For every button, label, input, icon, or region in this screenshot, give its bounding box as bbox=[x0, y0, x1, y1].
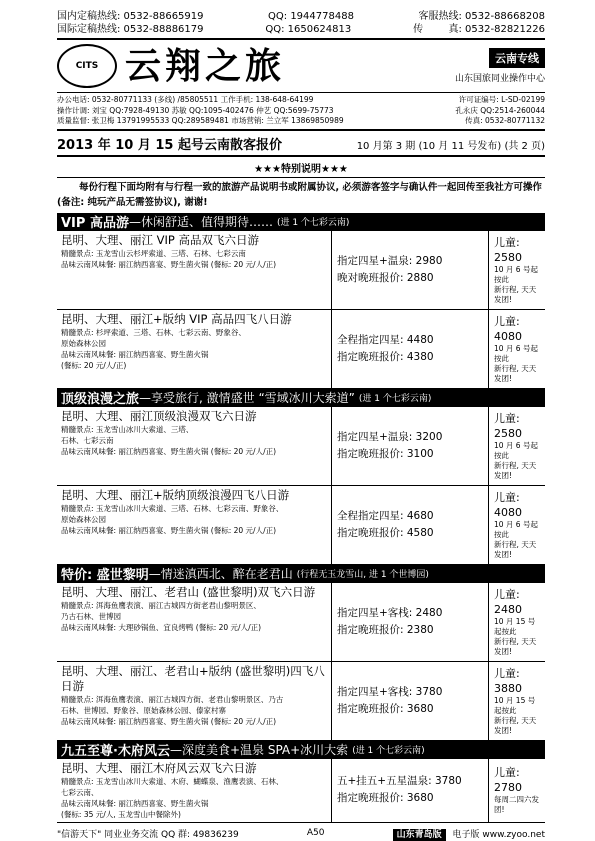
edition-site: 电子版 www.zyoo.net bbox=[452, 829, 545, 840]
child-note: 10 月 6 号起按此 bbox=[494, 343, 538, 363]
domestic-hotline: 国内定稿热线: 0532-88665919 bbox=[57, 11, 204, 22]
price-line: 指定晚班报价: 3100 bbox=[337, 447, 434, 460]
price-line: 全程指定四星: 4680 bbox=[337, 509, 434, 522]
section-title: 特价: 盛世黎明 bbox=[61, 568, 149, 583]
product-details bbox=[61, 600, 327, 633]
product-prices bbox=[332, 759, 489, 822]
price-line: 指定四星+温泉: 3200 bbox=[337, 430, 443, 443]
footer-qq-group: "信游天下" 同业业务交流 QQ 群: 49836239 bbox=[57, 829, 239, 840]
product-row bbox=[57, 486, 545, 565]
price-line: 指定四星+客栈: 3780 bbox=[337, 685, 443, 698]
section-header bbox=[57, 213, 545, 231]
price-line: 指定晚班报价: 3680 bbox=[337, 702, 434, 715]
section-title: 九五至尊·木府风云 bbox=[61, 744, 170, 759]
detail-line: 品味云南风味餐: 丽江纳西喜宴、野生菌火锅 bbox=[61, 349, 209, 359]
child-price-block bbox=[489, 486, 545, 564]
price-line: 晚对晚班报价: 2880 bbox=[337, 271, 434, 284]
product-details bbox=[61, 776, 327, 820]
child-note: 10 月 6 号起按此 bbox=[494, 519, 538, 539]
contact-line: 办公电话: 0532-80771133 (多线) /85805511 工作手机: 138-648-64199 bbox=[57, 95, 314, 104]
product-prices bbox=[332, 310, 489, 388]
child-note: 新行程, 天天发团! bbox=[494, 715, 537, 735]
section-subnote: (进 1 个七彩云南) bbox=[276, 218, 350, 229]
intl-qq: QQ: 1650624813 bbox=[265, 24, 352, 35]
domestic-qq: QQ: 1944778488 bbox=[268, 11, 354, 22]
detail-line: 品味云南风味餐: 丽江纳西喜宴、野生菌火锅 (餐标: 20 元/人/正) bbox=[61, 525, 277, 535]
child-price-block bbox=[489, 407, 545, 485]
child-price: 儿童: 4080 bbox=[494, 314, 522, 343]
intl-hotline: 国际定稿热线: 0532-88886179 bbox=[57, 24, 204, 35]
section-slogan: —深度美食+温泉 SPA+冰川大索 bbox=[169, 743, 349, 758]
contact-line-right: 传真: 0532-80771132 bbox=[465, 116, 545, 126]
price-line: 指定四星+客栈: 2480 bbox=[337, 606, 443, 619]
child-note: 10 月 6 号起按此 bbox=[494, 440, 538, 460]
detail-line: (餐标: 35 元/人, 玉龙雪山中餐除外) bbox=[61, 809, 181, 819]
page-count: (共 2 页) bbox=[504, 140, 545, 152]
detail-line: 品味云南风味餐: 丽江纳西喜宴、野生菌火锅 (餐标: 20 元/人/正) bbox=[61, 446, 277, 456]
price-title-bar bbox=[57, 131, 545, 157]
page-number: A50 bbox=[306, 828, 325, 839]
section-subnote: (进 1 个七彩云南) bbox=[352, 746, 425, 757]
issue-label: 10 月第 3 期 (10 月 11 号发布) bbox=[356, 140, 502, 152]
region-badge: 云南专线 bbox=[489, 48, 545, 68]
detail-line: 品味云南风味餐: 丽江纳西喜宴、野生菌火锅 (餐标: 20 元/人/正) bbox=[61, 259, 277, 269]
detail-line: 精髓景点: 洱海鱼鹰表演、丽江古城四方街老君山黎明景区、 bbox=[61, 600, 261, 610]
cits-logo: CITS bbox=[57, 44, 117, 88]
page-title: 2013 年 10 月 15 起号云南散客报价 bbox=[57, 137, 282, 153]
detail-line: 原始森林公园 bbox=[61, 514, 106, 524]
product-row bbox=[57, 759, 545, 823]
product-name: 昆明、大理、丽江、老君山+版纳 (盛世黎明)四飞八日游 bbox=[61, 663, 325, 693]
service-hotline: 客服热线: 0532-88668208 bbox=[418, 11, 545, 22]
product-info bbox=[57, 407, 332, 485]
detail-line: 石林、七彩云南 bbox=[61, 435, 114, 445]
contact-line: 操作计调: 刘宝 QQ:7928-49130 苏敏 QQ:1095-402476 仲艺 QQ:5699-75773 bbox=[57, 105, 334, 115]
child-note: 新行程, 天天发团! bbox=[494, 539, 537, 559]
detail-line: 品味云南风味餐: 丽江纳西喜宴、野生菌火锅 bbox=[61, 798, 209, 808]
product-info bbox=[57, 662, 332, 740]
product-prices bbox=[332, 662, 489, 740]
detail-line: 精髓景点: 玉龙雪山云杉坪索道、三塔、石林、七彩云南 bbox=[61, 248, 246, 258]
product-row bbox=[57, 583, 545, 662]
child-price: 儿童: 2580 bbox=[494, 235, 522, 264]
detail-line: 精髓景点: 洱海鱼鹰表演、丽江古城四方街、老君山黎明景区、乃古 bbox=[61, 694, 284, 704]
product-details bbox=[61, 424, 327, 457]
edition-badge: 山东青岛版 bbox=[393, 829, 446, 841]
contact-line-right: 许可证编号: L-SD-02199 bbox=[458, 95, 545, 104]
contact-line-right: 孔永庆 QQ:2514-260044 bbox=[455, 105, 545, 115]
price-line: 全程指定四星: 4480 bbox=[337, 333, 434, 346]
child-note: 新行程, 天天发团! bbox=[494, 284, 537, 304]
child-price-block bbox=[489, 583, 545, 661]
notice-body: 每份行程下面均附有与行程一致的旅游产品说明书或附属协议, 必须游客签字与确认件一起回传至我社方可操作 (备注: 纯玩产品无需签协议), 谢谢! bbox=[57, 181, 542, 208]
hotline-block bbox=[57, 10, 545, 36]
product-row bbox=[57, 407, 545, 486]
product-prices bbox=[332, 407, 489, 485]
product-info bbox=[57, 231, 332, 309]
product-row bbox=[57, 310, 545, 389]
section-header bbox=[57, 389, 545, 407]
price-line: 指定晚班报价: 4580 bbox=[337, 526, 434, 539]
product-sections bbox=[57, 213, 545, 823]
price-line: 指定晚班报价: 2380 bbox=[337, 623, 434, 636]
child-note: 新行程, 天天发团! bbox=[494, 363, 537, 383]
product-name: 昆明、大理、丽江顶级浪漫双飞六日游 bbox=[61, 408, 257, 423]
product-row bbox=[57, 662, 545, 741]
product-name: 昆明、大理、丽江、老君山 (盛世黎明)双飞六日游 bbox=[61, 584, 316, 599]
child-note: 10 月 15 号起按此 bbox=[494, 695, 536, 715]
child-price-block bbox=[489, 231, 545, 309]
product-name: 昆明、大理、丽江 VIP 高品双飞六日游 bbox=[61, 232, 260, 247]
brand-name: 云翔之旅 bbox=[125, 45, 286, 87]
section-title: VIP 高品游 bbox=[61, 216, 129, 231]
section-slogan: —休闲舒适、值得期待…… bbox=[128, 215, 273, 230]
detail-line: 七彩云南、 bbox=[61, 787, 99, 797]
section-subnote: (进 1 个七彩云南) bbox=[358, 394, 432, 405]
detail-line: 精髓景点: 玉龙雪山冰川大索道、木府、蝴蝶泉、渔鹰表演、石林、 bbox=[61, 776, 284, 786]
child-price: 儿童: 2780 bbox=[494, 766, 522, 795]
product-name: 昆明、大理、丽江+版纳 VIP 高品四飞八日游 bbox=[61, 311, 292, 326]
section-title: 顶级浪漫之旅 bbox=[61, 392, 140, 407]
contact-block bbox=[57, 93, 545, 131]
detail-line: 品味云南风味餐: 大理砂锅鱼、宜良烤鸭 (餐标: 20 元/人/正) bbox=[61, 622, 262, 632]
child-note: 每周二四六发团! bbox=[494, 795, 539, 815]
product-info bbox=[57, 486, 332, 564]
detail-line: 品味云南风味餐: 丽江纳西喜宴、野生菌火锅 (餐标: 20 元/人/正) bbox=[61, 716, 277, 726]
product-details bbox=[61, 248, 327, 270]
child-price-block bbox=[489, 759, 545, 822]
product-info bbox=[57, 583, 332, 661]
detail-line: 石林、世博园、野象谷、原始森林公园、傣家村寨 bbox=[61, 705, 226, 715]
price-line: 指定四星+温泉: 2980 bbox=[337, 254, 443, 267]
child-price: 儿童: 3880 bbox=[494, 666, 522, 695]
section-subnote: (行程无玉龙雪山, 进 1 个世博园) bbox=[296, 570, 429, 581]
section-slogan: —情迷滇西北、醉在老君山 bbox=[148, 567, 293, 582]
fax-line: 传 真: 0532-82821226 bbox=[413, 24, 545, 35]
detail-line: (餐标: 20 元/人/正) bbox=[61, 360, 127, 370]
child-price: 儿童: 2580 bbox=[494, 411, 522, 440]
brand-tagline: 山东国旅同业操作中心 bbox=[454, 74, 545, 84]
page-footer bbox=[57, 823, 545, 840]
product-details bbox=[61, 503, 327, 536]
child-note: 新行程, 天天发团! bbox=[494, 636, 537, 656]
product-name: 昆明、大理、丽江木府风云双飞六日游 bbox=[61, 760, 257, 775]
child-price: 儿童: 2480 bbox=[494, 587, 522, 616]
child-note: 10 月 6 号起按此 bbox=[494, 264, 538, 284]
section-header bbox=[57, 565, 545, 583]
section-slogan: —享受旅行, 激情盛世 “雪域冰川大索道” bbox=[139, 391, 355, 406]
product-row bbox=[57, 231, 545, 310]
detail-line: 原始森林公园 bbox=[61, 338, 106, 348]
detail-line: 精髓景点: 杉坪索道、三塔、石林、七彩云南、野象谷、 bbox=[61, 327, 246, 337]
product-prices bbox=[332, 583, 489, 661]
notice-heading: ★★★特别说明★★★ bbox=[57, 157, 545, 178]
product-name: 昆明、大理、丽江+版纳顶级浪漫四飞八日游 bbox=[61, 487, 290, 502]
section-header bbox=[57, 741, 545, 759]
product-info bbox=[57, 310, 332, 388]
brand-banner bbox=[57, 40, 545, 93]
price-line: 指定晚班报价: 3680 bbox=[337, 792, 434, 805]
detail-line: 精髓景点: 玉龙雪山冰川大索道、三塔、 bbox=[61, 424, 194, 434]
detail-line: 乃古石林、世博园 bbox=[61, 611, 121, 621]
product-details bbox=[61, 327, 327, 371]
product-prices bbox=[332, 486, 489, 564]
child-note: 10 月 15 号起按此 bbox=[494, 616, 536, 636]
child-price-block bbox=[489, 662, 545, 740]
product-prices bbox=[332, 231, 489, 309]
contact-line: 质量监督: 张卫梅 13791995533 QQ:289589481 市场营销: 兰立军 13869850989 bbox=[57, 116, 344, 126]
price-line: 指定晚班报价: 4380 bbox=[337, 350, 434, 363]
product-details bbox=[61, 694, 327, 727]
detail-line: 精髓景点: 玉龙雪山冰川大索道、三塔、石林、七彩云南、野象谷、 bbox=[61, 503, 284, 513]
price-line: 五+挂五+五星温泉: 3780 bbox=[337, 775, 462, 788]
child-price: 儿童: 4080 bbox=[494, 490, 522, 519]
child-price-block bbox=[489, 310, 545, 388]
child-note: 新行程, 天天发团! bbox=[494, 460, 537, 480]
product-info bbox=[57, 759, 332, 822]
